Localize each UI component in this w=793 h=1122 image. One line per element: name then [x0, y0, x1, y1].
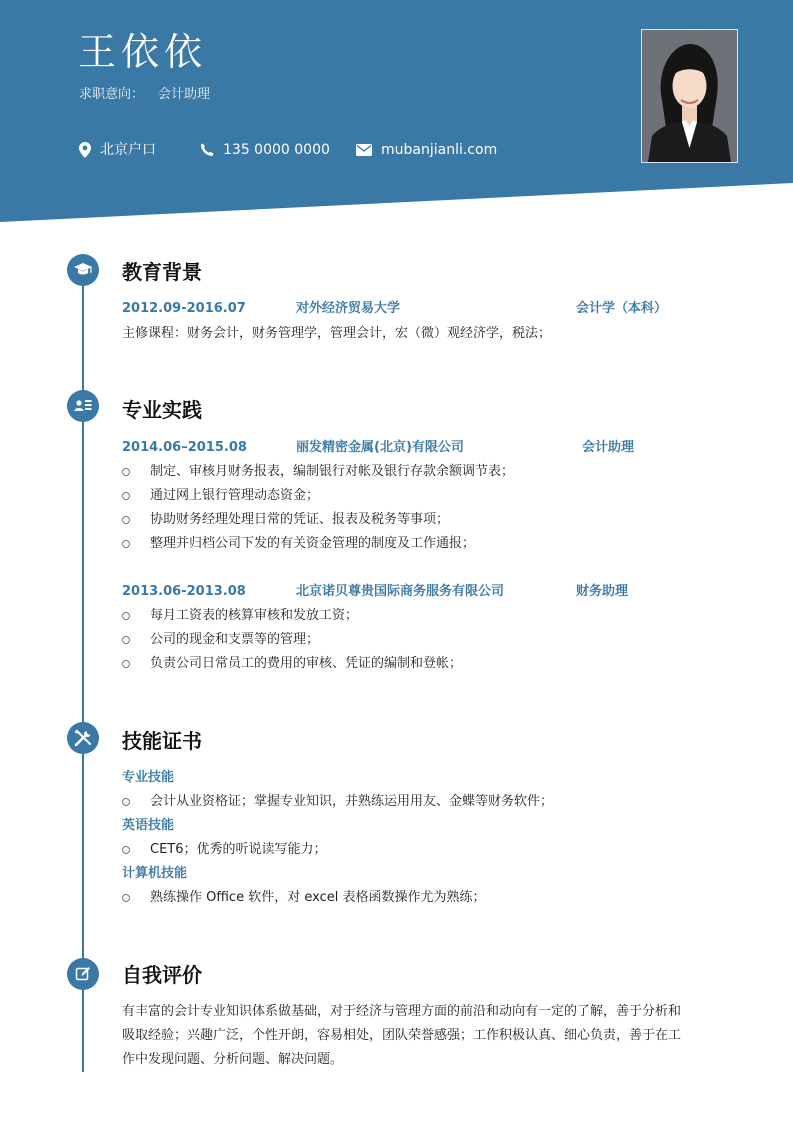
- contact-location: [79, 140, 156, 160]
- profile-photo: [641, 29, 738, 163]
- skill-group-1-label: 专业技能: [122, 770, 175, 785]
- job-2-item-3: 负责公司日常员工的费用的审核、凭证的编制和登帐；: [150, 656, 463, 671]
- phone-text: 135 0000 0000: [223, 142, 330, 158]
- evaluation-line: 吸取经验；兴趣广泛，个性开朗，容易相处，团队荣誉感强；工作积极认真、细心负责，善于在工: [122, 1028, 682, 1043]
- job-1-period: 2014.06–2015.08: [122, 440, 247, 455]
- job-2-role: 财务助理: [576, 584, 629, 599]
- job-intent-label: 求职意向：: [79, 87, 145, 102]
- email-text: mubanjianli.com: [381, 142, 498, 158]
- envelope-icon: [356, 144, 372, 156]
- skill-group-1-item: 会计从业资格证；掌握专业知识，并熟练运用用友、金蝶等财务软件；: [150, 794, 554, 809]
- location-text: 北京户口: [100, 142, 156, 158]
- bullet-icon: [122, 612, 130, 620]
- bullet-icon: [122, 516, 130, 524]
- bullet-icon: [122, 492, 130, 500]
- job-1-company: 丽发精密金属(北京)有限公司: [296, 440, 464, 455]
- job-1-item-2: 通过网上银行管理动态资金；: [150, 488, 320, 503]
- section-title-evaluation: 自我评价: [122, 963, 202, 987]
- bullet-icon: [122, 540, 130, 548]
- education-courses: 主修课程：财务会计，财务管理学，管理会计，宏（微）观经济学，税法；: [122, 326, 552, 341]
- section-title-education: 教育背景: [122, 260, 202, 284]
- skill-group-2-label: 英语技能: [122, 818, 175, 833]
- skill-group-2-item: CET6；优秀的听说读写能力；: [150, 842, 327, 857]
- edit-pencil-icon: [67, 958, 99, 990]
- job-1-item-4: 整理并归档公司下发的有关资金管理的制度及工作通报；: [150, 536, 476, 551]
- job-2-item-1: 每月工资表的核算审核和发放工资；: [150, 608, 359, 623]
- evaluation-line: 有丰富的会计专业知识体系做基础，对于经济与管理方面的前沿和动向有一定的了解，善于分析和: [122, 1004, 682, 1019]
- education-school: 对外经济贸易大学: [296, 301, 401, 316]
- job-intent-value: 会计助理: [158, 87, 211, 102]
- bullet-icon: [122, 660, 130, 668]
- bullet-icon: [122, 468, 130, 476]
- bullet-icon: [122, 894, 130, 902]
- skill-group-3-label: 计算机技能: [122, 866, 188, 881]
- graduation-cap-icon: [67, 254, 99, 286]
- phone-icon: [200, 143, 214, 157]
- job-2-company: 北京诺贝尊贵国际商务服务有限公司: [296, 584, 505, 599]
- job-2-period: 2013.06-2013.08: [122, 584, 246, 599]
- bullet-icon: [122, 798, 130, 806]
- contact-email: [356, 140, 497, 160]
- tools-icon: [67, 722, 99, 754]
- evaluation-line: 作中发现问题、分析问题、解决问题。: [122, 1052, 344, 1067]
- skill-group-3-item: 熟练操作 Office 软件，对 excel 表格函数操作尤为熟练；: [150, 890, 486, 905]
- job-1-item-1: 制定、审核月财务报表，编制银行对帐及银行存款余额调节表；: [150, 464, 515, 479]
- education-major: 会计学（本科）: [576, 301, 668, 316]
- job-1-role: 会计助理: [582, 440, 635, 455]
- job-2-item-2: 公司的现金和支票等的管理；: [150, 632, 320, 647]
- resume-list-icon: [67, 390, 99, 422]
- bullet-icon: [122, 846, 130, 854]
- location-pin-icon: [79, 142, 91, 158]
- evaluation-text: [122, 1000, 727, 1072]
- job-1-item-3: 协助财务经理处理日常的凭证、报表及税务等事项；: [150, 512, 450, 527]
- section-title-practice: 专业实践: [122, 398, 202, 422]
- bullet-icon: [122, 636, 130, 644]
- candidate-name: 王依依: [78, 30, 208, 74]
- section-title-skills: 技能证书: [122, 729, 202, 753]
- education-period: 2012.09-2016.07: [122, 301, 246, 316]
- job-intent: [79, 86, 210, 104]
- contact-phone: [200, 140, 330, 160]
